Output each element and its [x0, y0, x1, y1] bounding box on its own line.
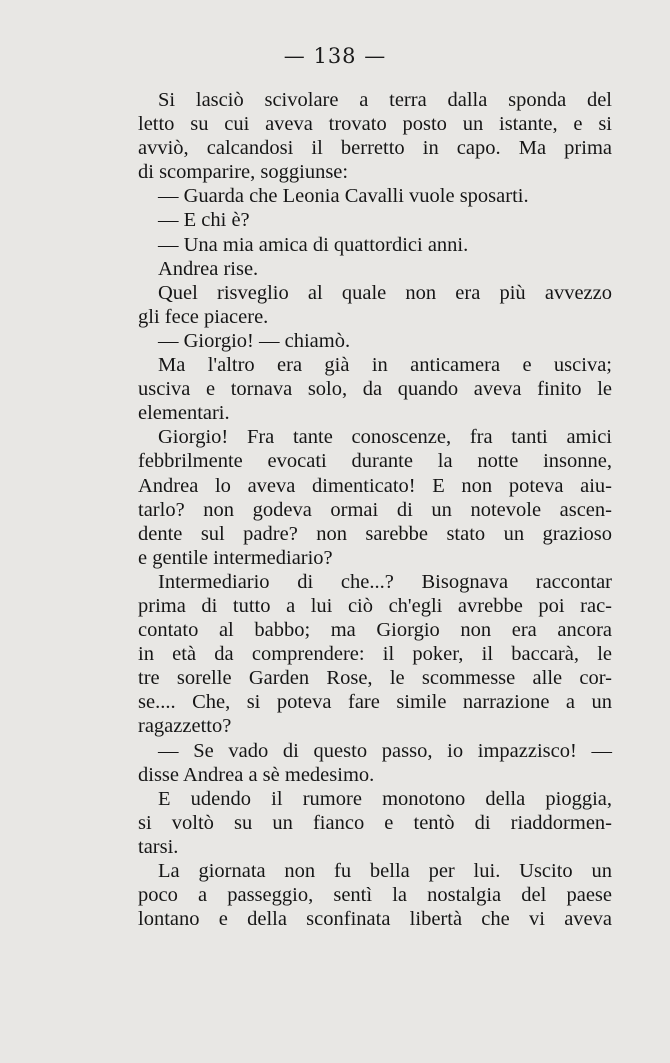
- text-line: in età da comprendere: il poker, il baccarà, le: [138, 643, 612, 666]
- text-line: — Guarda che Leonia Cavalli vuole sposarti.: [158, 185, 529, 208]
- text-line: gli fece piacere.: [138, 305, 269, 328]
- text-line: Giorgio! Fra tante conoscenze, fra tanti amici: [158, 426, 612, 449]
- text-line: si voltò su un fianco e tentò di riaddormen-: [138, 811, 612, 834]
- text-line: tarlo? non godeva ormai di un notevole ascen-: [138, 498, 612, 521]
- text-line: Andrea lo aveva dimenticato! E non poteva aiu-: [138, 474, 612, 497]
- text-line: ragazzetto?: [138, 715, 232, 738]
- text-line: — E chi è?: [158, 209, 250, 232]
- text-line: se.... Che, si poteva fare simile narrazione a un: [138, 691, 612, 714]
- text-line: Andrea rise.: [158, 257, 259, 280]
- text-line: letto su cui aveva trovato posto un istante, e si: [138, 113, 612, 136]
- text-line: Ma l'altro era già in anticamera e usciva;: [158, 354, 612, 377]
- text-line: — Se vado di questo passo, io impazzisco! —: [158, 739, 612, 762]
- text-line: elementari.: [138, 402, 230, 425]
- text-line: usciva e tornava solo, da quando aveva finito le: [138, 378, 612, 401]
- text-line: Quel risveglio al quale non era più avvezzo: [158, 281, 612, 304]
- text-line: lontano e della sconfinata libertà che vi aveva: [138, 908, 612, 931]
- text-line: dente sul padre? non sarebbe stato un grazioso: [138, 522, 612, 545]
- text-line: prima di tutto a lui ciò ch'egli avrebbe poi rac-: [138, 594, 612, 617]
- text-body: [138, 88, 612, 931]
- text-line: tre sorelle Garden Rose, le scommesse alle cor-: [138, 667, 612, 690]
- text-line: avviò, calcandosi il berretto in capo. Ma prima: [138, 137, 612, 160]
- text-line: disse Andrea a sè medesimo.: [138, 763, 375, 786]
- text-line: contato al babbo; ma Giorgio non era ancora: [138, 619, 612, 642]
- text-line: — Giorgio! — chiamò.: [158, 329, 351, 352]
- text-line: — Una mia amica di quattordici anni.: [158, 233, 469, 256]
- text-line: di scomparire, soggiunse:: [138, 161, 349, 184]
- page-number: — 138 —: [283, 44, 387, 68]
- text-line: febbrilmente evocati durante la notte insonne,: [138, 450, 612, 473]
- text-line: Si lasciò scivolare a terra dalla sponda del: [158, 89, 612, 111]
- text-line: poco a passeggio, sentì la nostalgia del paese: [138, 884, 612, 907]
- text-line: tarsi.: [138, 835, 179, 858]
- text-line: La giornata non fu bella per lui. Uscito un: [158, 860, 612, 882]
- text-line: e gentile intermediario?: [138, 546, 333, 569]
- text-line: E udendo il rumore monotono della pioggia,: [158, 787, 612, 810]
- text-line: Intermediario di che...? Bisognava raccontar: [158, 570, 612, 593]
